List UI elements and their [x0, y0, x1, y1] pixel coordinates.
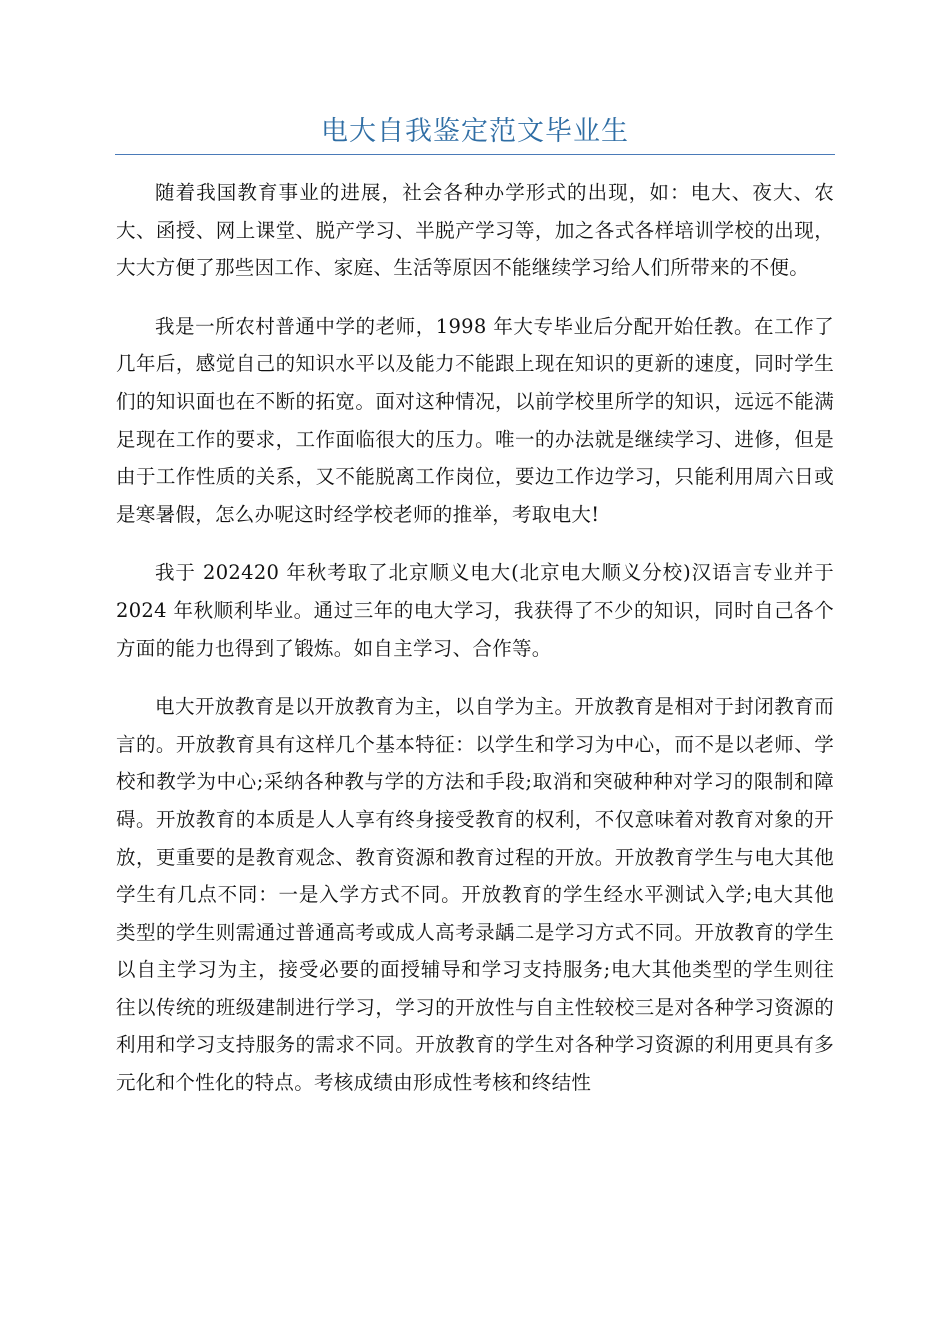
paragraph-intro: 随着我国教育事业的进展，社会各种办学形式的出现，如：电大、夜大、农大、函授、网上课堂、脱产学习、半脱产学习等，加之各式各样培训学校的出现，大大方便了那些因工作、家庭、生活等原因不能继续学习给人们所带来的不便。	[116, 181, 834, 280]
document-title: 电大自我鉴定范文毕业生	[321, 116, 629, 147]
title-underline	[115, 154, 835, 155]
paragraph-background: 我是一所农村普通中学的老师，1998 年大专毕业后分配开始任教。在工作了几年后，感觉自己的知识水平以及能力不能跟上现在知识的更新的速度，同时学生们的知识面也在不断的拓宽。面对这种情况，以前学校里所学的知识，远远不能满足现在工作的要求，工作面临很大的压力。唯一的办法就是继续学习、进修，但是由于工作性质的关系，又不能脱离工作岗位，要边工作边学习，只能利用周六日或是寒暑假，怎么办呢这时经学校老师的推举，考取电大!	[116, 314, 834, 526]
paragraph-open-education: 电大开放教育是以开放教育为主，以自学为主。开放教育是相对于封闭教育而言的。开放教育具有这样几个基本特征：以学生和学习为中心，而不是以老师、学校和教学为中心;采纳各种教与学的方法和手段;取消和突破种种对学习的限制和障碍。开放教育的本质是人人享有终身接受教育的权利，不仅意味着对教育对象的开放，更重要的是教育观念、教育资源和教育过程的开放。开放教育学生与电大其他学生有几点不同：一是入学方式不同。开放教育的学生经水平测试入学;电大其他类型的学生则需通过普通高考或成人高考录龋二是学习方式不同。开放教育的学生以自主学习为主，接受必要的面授辅导和学习支持服务;电大其他类型的学生则往往以传统的班级建制进行学习，学习的开放性与自主性较校三是对各种学习资源的利用和学习支持服务的需求不同。开放教育的学生对各种学习资源的利用更具有多元化和个性化的特点。考核成绩由形成性考核和终结性	[116, 695, 834, 1095]
paragraph-enrollment: 我于 202420 年秋考取了北京顺义电大(北京电大顺义分校)汉语言专业并于 2024 年秋顺利毕业。通过三年的电大学习，我获得了不少的知识，同时自己各个方面的能力也得到了锻炼。如自主学习、合作等。	[116, 561, 834, 660]
document-body	[116, 174, 834, 1123]
